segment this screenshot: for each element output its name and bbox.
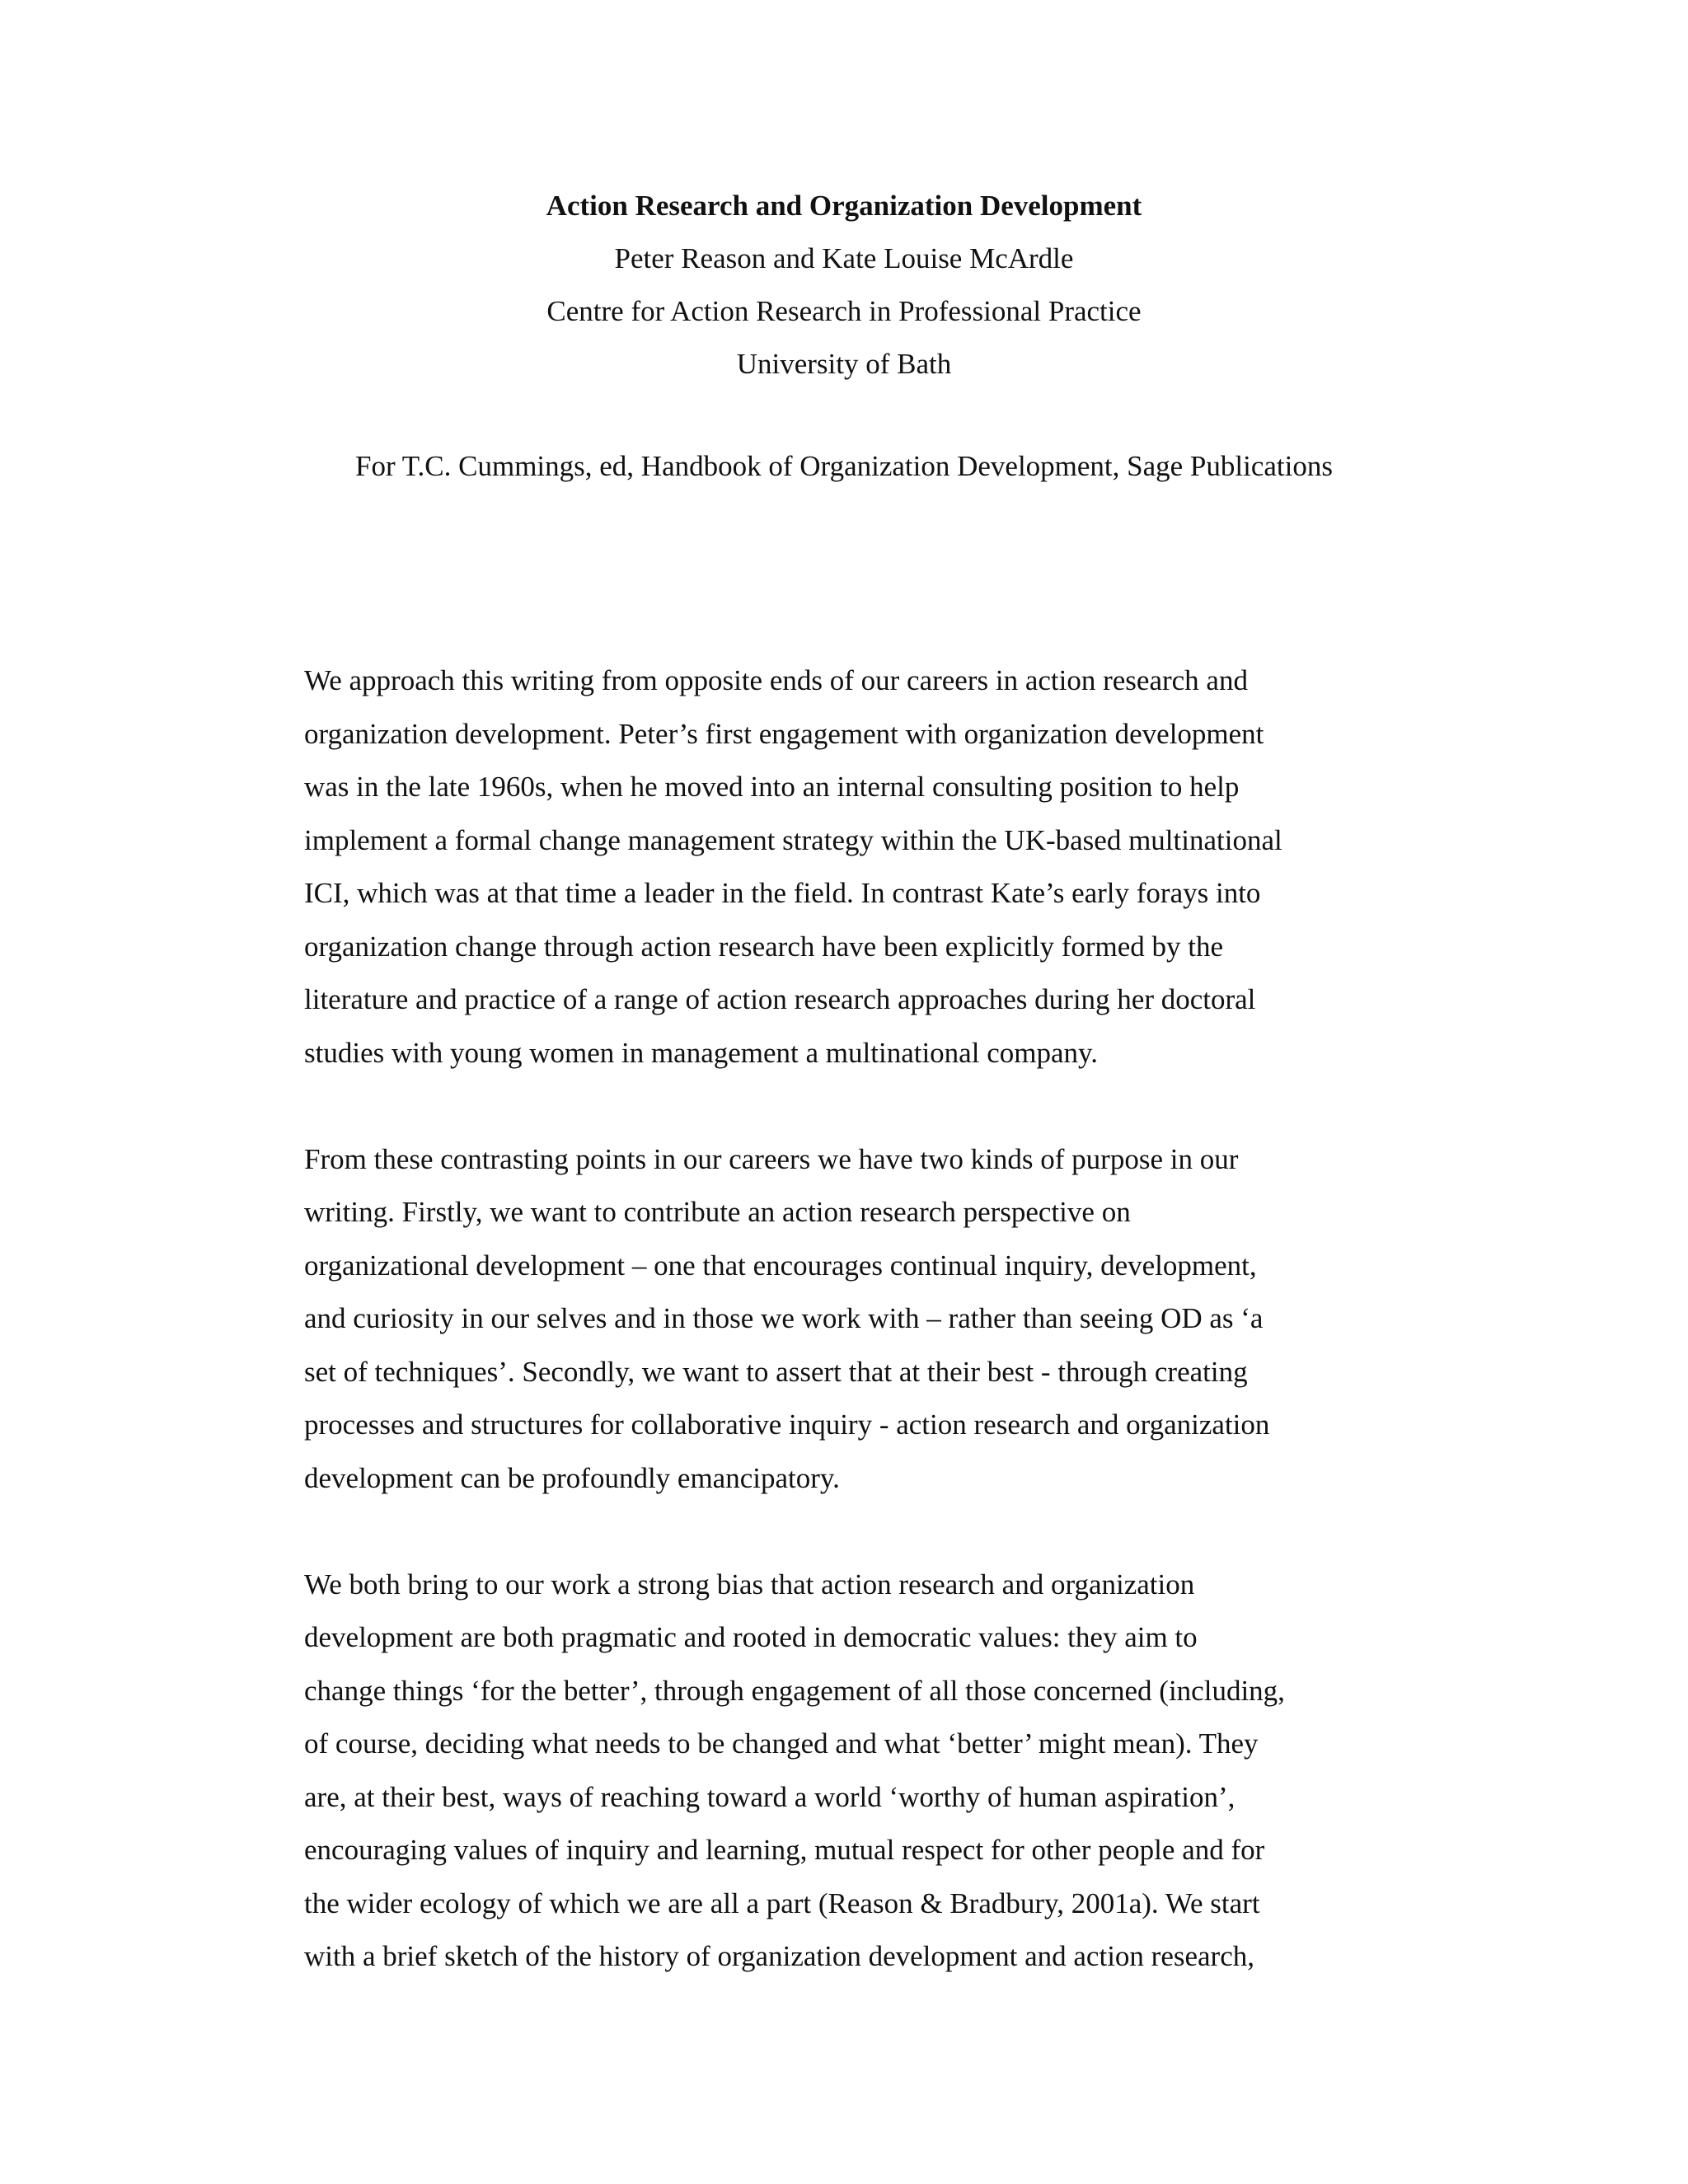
paragraph-2 [304,1133,1392,1506]
text-line: ICI, which was at that time a leader in the field. In contrast Kate’s early forays into [304,877,1261,909]
text-line: and curiosity in our selves and in those we work with – rather than seeing OD as ‘a [304,1302,1264,1334]
text-line: development can be profoundly emancipatory. [304,1461,840,1494]
text-line: We both bring to our work a strong bias that action research and organization [304,1568,1195,1601]
text-line: studies with young women in management a multinational company. [304,1036,1098,1069]
body-text [304,654,1392,2036]
document-university: University of Bath [736,348,952,380]
text-line: with a brief sketch of the history of organization development and action research, [304,1940,1254,1972]
text-line: writing. Firstly, we want to contribute an action research perspective on [304,1196,1131,1228]
publication-note: For T.C. Cummings, ed, Handbook of Organization Development, Sage Publications [355,450,1333,482]
document-authors: Peter Reason and Kate Louise McArdle [614,242,1074,274]
text-line: implement a formal change management strategy within the UK-based multinational [304,823,1282,856]
document-affiliation: Centre for Action Research in Professional Practice [546,295,1142,327]
text-line: are, at their best, ways of reaching toward a world ‘worthy of human aspiration’, [304,1780,1236,1813]
text-line: the wider ecology of which we are all a part (Reason & Bradbury, 2001a). We start [304,1886,1260,1919]
text-line: encouraging values of inquiry and learning, mutual respect for other people and for [304,1834,1265,1866]
paragraph-1 [304,654,1392,1080]
text-line: development are both pragmatic and rooted in democratic values: they aim to [304,1621,1198,1653]
text-line: From these contrasting points in our careers we have two kinds of purpose in our [304,1142,1239,1175]
document-header [0,180,1688,391]
text-line: processes and structures for collaborative inquiry - action research and organization [304,1408,1270,1441]
document-title: Action Research and Organization Development [546,190,1142,222]
paragraph-3 [304,1558,1392,1984]
text-line: We approach this writing from opposite ends of our careers in action research and [304,664,1248,696]
text-line: organization development. Peter’s first engagement with organization development [304,717,1264,750]
text-line: organization change through action research have been explicitly formed by the [304,930,1224,963]
text-line: was in the late 1960s, when he moved into an internal consulting position to help [304,771,1240,803]
text-line: organizational development – one that encourages continual inquiry, development, [304,1249,1257,1282]
text-line: set of techniques’. Secondly, we want to assert that at their best - through creating [304,1355,1248,1388]
text-line: of course, deciding what needs to be changed and what ‘better’ might mean). They [304,1727,1259,1760]
text-line: change things ‘for the better’, through engagement of all those concerned (including, [304,1674,1285,1707]
text-line: literature and practice of a range of action research approaches during her doctoral [304,983,1256,1015]
